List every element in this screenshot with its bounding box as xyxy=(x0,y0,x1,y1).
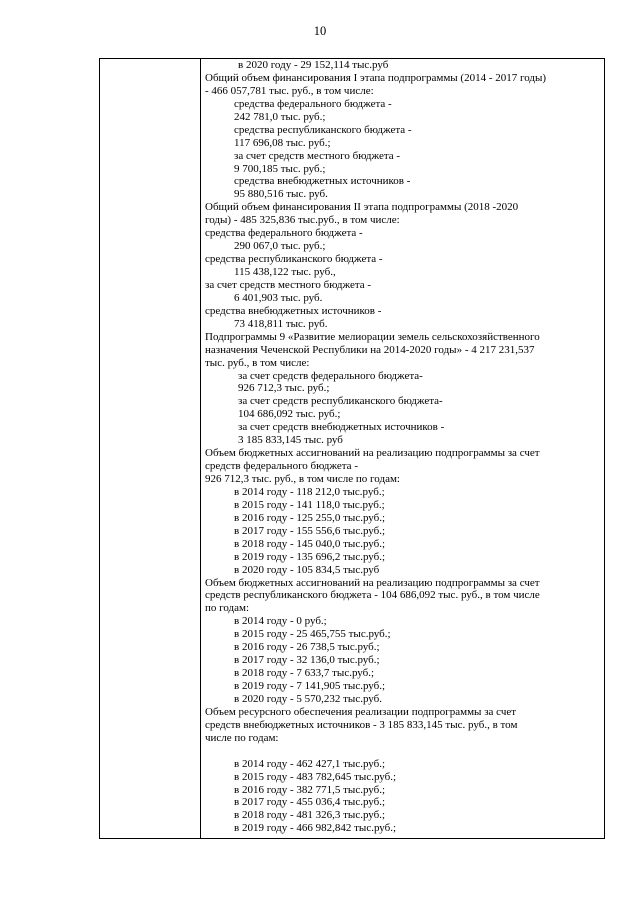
text-line: Объем ресурсного обеспечения реализации подпрограммы за счет xyxy=(205,705,517,718)
text-line: по годам: xyxy=(205,602,250,615)
text-line: 9 700,185 тыс. руб.; xyxy=(234,162,326,175)
text-line: в 2017 году - 32 136,0 тыс.руб.; xyxy=(234,654,380,667)
text-line: Подпрограммы 9 «Развитие мелиорации земель сельскохозяйственного xyxy=(205,330,540,343)
financing-table xyxy=(99,58,605,839)
page-number: 10 xyxy=(313,24,327,38)
text-line: в 2017 году - 455 036,4 тыс.руб.; xyxy=(234,796,386,809)
text-line: за счет средств федерального бюджета- xyxy=(238,369,423,382)
text-line: в 2018 году - 481 326,3 тыс.руб.; xyxy=(234,809,386,822)
text-line: в 2016 году - 382 771,5 тыс.руб.; xyxy=(234,783,386,796)
text-line: в 2019 году - 7 141,905 тыс.руб.; xyxy=(234,680,386,692)
text-line: в 2015 году - 25 465,755 тыс.руб.; xyxy=(234,628,391,641)
text-line: в 2019 году - 135 696,2 тыс.руб.; xyxy=(234,550,386,563)
text-line: средств республиканского бюджета - 104 686,092 тыс. руб., в том числе xyxy=(205,589,540,602)
text-line: в 2020 году - 5 570,232 тыс.руб. xyxy=(234,692,383,705)
text-line: 926 712,3 тыс. руб.; xyxy=(238,382,330,395)
text-line: 242 781,0 тыс. руб.; xyxy=(234,110,326,123)
blank-line xyxy=(205,745,601,758)
text-line: Общий объем финансирования I этапа подпрограммы (2014 - 2017 годы) xyxy=(205,71,547,84)
text-line: 115 438,122 тыс. руб., xyxy=(234,266,336,278)
text-line: Объем бюджетных ассигнований на реализацию подпрограммы за счет xyxy=(205,447,540,460)
text-line: за счет средств местного бюджета - xyxy=(234,149,401,162)
text-line: за счет средств внебюджетных источников - xyxy=(238,421,445,434)
table-left-cell xyxy=(100,59,201,838)
text-line: в 2014 году - 462 427,1 тыс.руб.; xyxy=(234,757,386,770)
text-line: 73 418,811 тыс. руб. xyxy=(234,317,328,330)
text-line: в 2015 году - 483 782,645 тыс.руб.; xyxy=(234,770,397,783)
text-line: средств внебюджетных источников - 3 185 833,145 тыс. руб., в том xyxy=(205,718,518,731)
text-line: средства федерального бюджета - xyxy=(205,227,363,240)
text-line: средства внебюджетных источников - xyxy=(205,304,382,317)
text-line: в 2014 году - 0 руб.; xyxy=(234,615,327,628)
text-line: 95 880,516 тыс. руб. xyxy=(234,188,328,201)
text-line: в 2018 году - 145 040,0 тыс.руб.; xyxy=(234,537,386,550)
text-line: за счет средств местного бюджета - xyxy=(205,278,372,291)
text-line: средства республиканского бюджета - xyxy=(205,253,383,266)
text-line: средства федерального бюджета - xyxy=(234,97,392,110)
text-line: числе по годам: xyxy=(205,731,279,744)
text-line: в 2015 году - 141 118,0 тыс.руб.; xyxy=(234,498,385,511)
text-line: тыс. руб., в том числе: xyxy=(205,356,310,369)
text-line: в 2019 году - 466 982,842 тыс.руб.; xyxy=(234,822,397,835)
text-line: средств федерального бюджета - xyxy=(205,460,358,473)
text-line: средства республиканского бюджета - xyxy=(234,123,412,136)
text-line: назначения Чеченской Республики на 2014-2020 годы» - 4 217 231,537 xyxy=(205,343,535,356)
text-line: 117 696,08 тыс. руб.; xyxy=(234,136,331,149)
text-line: средства внебюджетных источников - xyxy=(234,175,411,188)
text-line: Общий объем финансирования II этапа подпрограммы (2018 -2020 xyxy=(205,201,519,214)
text-line: 290 067,0 тыс. руб.; xyxy=(234,240,326,253)
text-line: в 2020 году - 29 152,114 тыс.руб xyxy=(238,59,389,71)
text-line: в 2014 году - 118 212,0 тыс.руб.; xyxy=(234,485,385,498)
text-line: 3 185 833,145 тыс. руб xyxy=(238,434,343,447)
text-line: в 2018 году - 7 633,7 тыс.руб.; xyxy=(234,667,375,680)
text-line: в 2017 году - 155 556,6 тыс.руб.; xyxy=(234,524,386,537)
text-line: 6 401,903 тыс. руб. xyxy=(234,291,323,304)
text-line: в 2016 году - 125 255,0 тыс.руб.; xyxy=(234,511,386,524)
text-line: 926 712,3 тыс. руб., в том числе по годам: xyxy=(205,473,400,485)
text-line: в 2020 году - 105 834,5 тыс.руб xyxy=(234,563,380,576)
text-line: за счет средств республиканского бюджета- xyxy=(238,395,443,408)
text-line: в 2016 году - 26 738,5 тыс.руб.; xyxy=(234,641,380,654)
text-line: Объем бюджетных ассигнований на реализацию подпрограммы за счет xyxy=(205,576,540,589)
text-line: - 466 057,781 тыс. руб., в том числе: xyxy=(205,84,374,97)
text-line: 104 686,092 тыс. руб.; xyxy=(238,408,341,421)
table-right-cell xyxy=(201,59,604,835)
text-line: годы) - 485 325,836 тыс.руб., в том числе: xyxy=(205,214,400,227)
